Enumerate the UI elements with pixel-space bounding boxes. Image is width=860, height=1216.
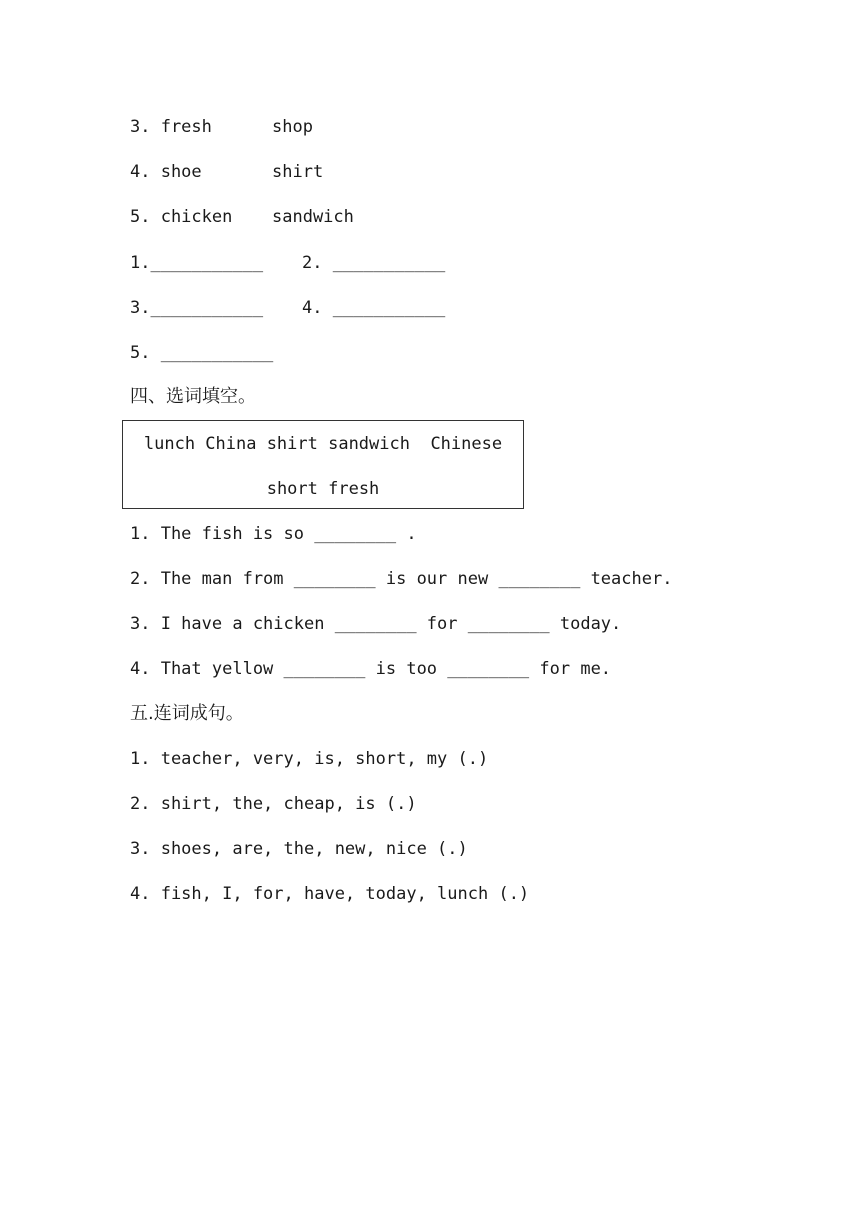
word-bank-line-2: short fresh xyxy=(266,479,380,499)
answer-blank-5: 5. ___________ xyxy=(130,343,274,363)
sentence-item-4: 4. fish, I, for, have, today, lunch (.) xyxy=(130,884,530,904)
word-bank-line-1: lunch China shirt sandwich Chinese xyxy=(143,434,503,454)
pair-5-right: sandwich xyxy=(272,207,354,227)
answer-blank-1: 1.___________ xyxy=(130,253,264,273)
sentence-item-3: 3. shoes, are, the, new, nice (.) xyxy=(130,839,468,859)
pair-5-left: 5. chicken xyxy=(130,207,233,227)
section-4-heading: 四、选词填空。 xyxy=(130,386,256,407)
section-5-heading: 五.连词成句。 xyxy=(130,703,244,724)
fill-item-4: 4. That yellow ________ is too ________ for me. xyxy=(130,659,612,679)
pair-3-right: shop xyxy=(272,117,313,137)
fill-item-2: 2. The man from ________ is our new ________ teacher. xyxy=(130,569,673,589)
pair-4-left: 4. shoe xyxy=(130,162,202,182)
word-bank-box xyxy=(122,420,524,509)
answer-blank-2: 2. ___________ xyxy=(302,253,446,273)
fill-item-1: 1. The fish is so ________ . xyxy=(130,524,417,544)
answer-blank-3: 3.___________ xyxy=(130,298,264,318)
pair-4-right: shirt xyxy=(272,162,324,182)
answer-blank-4: 4. ___________ xyxy=(302,298,446,318)
pair-3-left: 3. fresh xyxy=(130,117,212,137)
sentence-item-2: 2. shirt, the, cheap, is (.) xyxy=(130,794,417,814)
sentence-item-1: 1. teacher, very, is, short, my (.) xyxy=(130,749,489,769)
fill-item-3: 3. I have a chicken ________ for ________ today. xyxy=(130,614,622,634)
